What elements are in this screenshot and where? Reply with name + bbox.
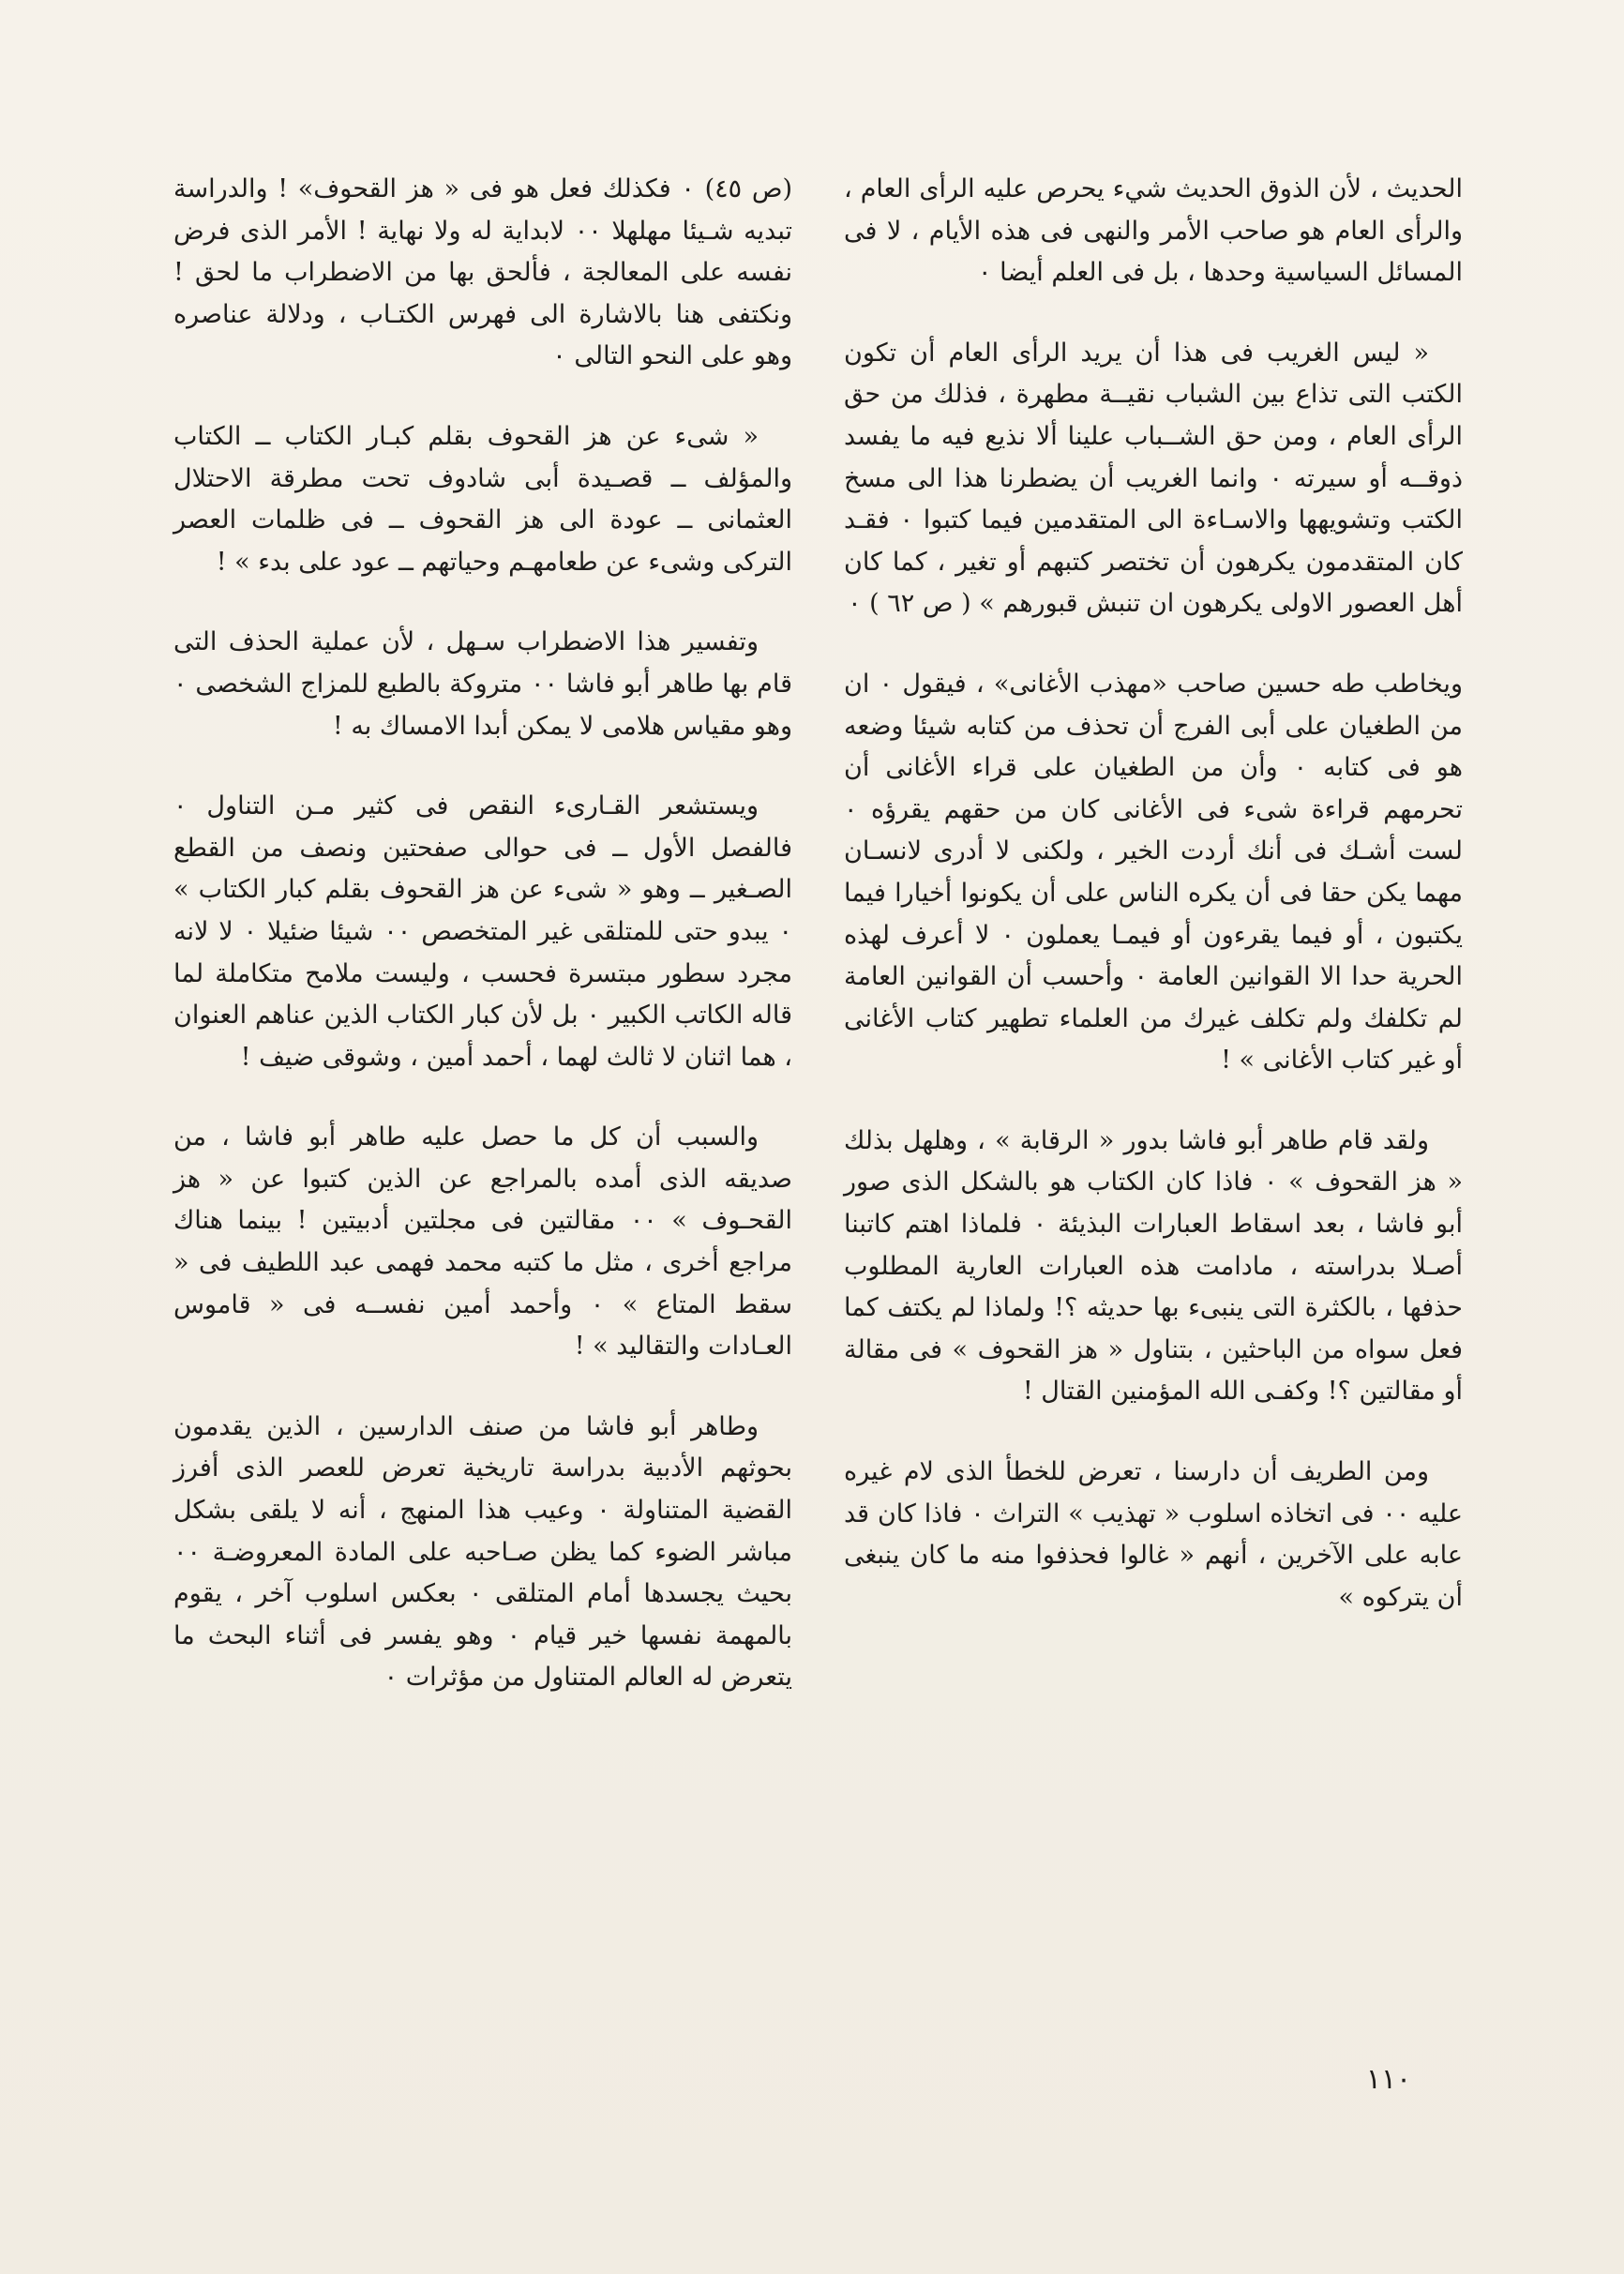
right-column [844, 169, 1463, 1657]
left-column [173, 169, 792, 1738]
paragraph: ولقد قام طاهر أبو فاشا بدور « الرقابة » ، وهلهل بذلك « هز القحوف » ٠ فاذا كان الكتاب هو بالشكل الذى صور أبو فاشا ، بعد اسقاط العبارات البذيئة ٠ فلماذا اهتم كاتبنا أصـلا بدراسته ، مادامت هذه العبارات العارية المطلوب حذفها ، بالكثرة التى ينبىء بها حديثه ؟! ولماذا لم يكتف كما فعل سواه من الباحثين ، بتناول « هز القحوف » فى مقالة أو مقالتين ؟! وكفـى الله المؤمنين القتال ! [844, 1125, 1463, 1407]
paragraph: ويستشعر القـارىء النقص فى كثير مـن التناول ٠ فالفصل الأول ــ فى حوالى صفحتين ونصف من القطع الصـغير ــ وهو « شىء عن هز القحوف بقلم كبار الكتاب » ٠ يبدو حتى للمتلقى غير المتخصص ٠٠ شيئا ضئيلا ٠ لا لانه مجرد سطور مبتسرة فحسب ، وليست ملامح متكاملة لما قاله الكاتب الكبير ٠ بل لأن كبار الكتاب الذين عناهم العنوان ، هما اثنان لا ثالث لهما ، أحمد أمين ، وشوقى ضيف ! [173, 791, 792, 1072]
paragraph: وتفسير هذا الاضطراب سـهل ، لأن عملية الحذف التى قام بها طاهر أبو فاشا ٠٠ متروكة بالطبع للمزاج الشخصى ٠ وهو مقياس هلامى لا يمكن أبدا الامساك به ! [173, 627, 792, 741]
paragraph: ومن الطريف أن دارسنا ، تعرض للخطأ الذى لام غيره عليه ٠٠ فى اتخاذه اسلوب « تهذيب » التراث ٠ فاذا كان قد عابه على الآخرين ، أنهم « غالوا فحذفوا منه ما كان ينبغى أن يتركوه » [844, 1457, 1463, 1612]
paragraph: « ليس الغريب فى هذا أن يريد الرأى العام أن تكون الكتب التى تذاع بين الشباب نقيــة مطهرة ، فذلك من حق الرأى العام ، ومن حق الشــباب علينا ألا نذيع فيه ما يفسد ذوقــه أو سيرته ٠ وانما الغريب أن يضطرنا هذا الى مسخ الكتب وتشويهها والاسـاءة الى المتقدمين فيما كتبوا ٠ فقـد كان المتقدمون يكرهون أن تختصر كتبهم أو تغير ، كما كان أهل العصور الاولى يكرهون ان تنبش قبورهم » ( ص ٦٢ ) ٠ [844, 338, 1463, 619]
paragraph: « شىء عن هز القحوف بقلم كبـار الكتاب ــ الكتاب والمؤلف ــ قصـيدة أبى شادوف تحت مطرقة الاحتلال العثمانى ــ عودة الى هز القحوف ــ فى ظلمات العصر التركى وشىء عن طعامهـم وحياتهم ــ عود على بدء » ! [173, 421, 792, 577]
paragraph: ويخاطب طه حسين صاحب «مهذب الأغانى» ، فيقول ٠ ان من الطغيان على أبى الفرج أن تحذف من كتابه شيئا وضعه هو فى كتابه ٠ وأن من الطغيان على قراء الأغانى أن تحرمهم قراءة شىء فى الأغانى كان من حقهم يقرؤه ٠ لست أشـك فى أنك أردت الخير ، ولكنى لا أدرى لانسـان مهما يكن حقا فى أن يكره الناس على أن يكونوا أخيارا فيما يكتبون ، أو فيما يقرءون أو فيمـا يعملون ٠ لا أعرف لهذه الحرية حدا الا القوانين العامة ٠ وأحسب أن القوانين العامة لم تكلفك ولم تكلف غيرك من العلماء تطهير كتاب الأغانى أو غير كتاب الأغانى » ! [844, 669, 1463, 1076]
paragraph: الحديث ، لأن الذوق الحديث شيء يحرص عليه الرأى العام ، والرأى العام هو صاحب الأمر والنهى فى هذه الأيام ، لا فى المسائل السياسية وحدها ، بل فى العلم أيضا ٠ [844, 174, 1463, 288]
paragraph: والسبب أن كل ما حصل عليه طاهر أبو فاشا ، من صديقه الذى أمده بالمراجع عن الذين كتبوا عن « هز القحـوف » ٠٠ مقالتين فى مجلتين أدبيتين ! بينما هناك مراجع أخرى ، مثل ما كتبه محمد فهمى عبد اللطيف فى « سقط المتاع » ٠ وأحمد أمين نفســه فى « قاموس العـادات والتقاليد » ! [173, 1122, 792, 1362]
paragraph: وطاهر أبو فاشا من صنف الدارسين ، الذين يقدمون بحوثهم الأدبية بدراسة تاريخية تعرض للعصر الذى أفرز القضية المتناولة ٠ وعيب هذا المنهج ، أنه لا يلقى بشكل مباشر الضوء كما يظن صـاحبه على المادة المعروضـة ٠٠ بحيث يجسدها أمام المتلقى ٠ بعكس اسلوب آخر ، يقوم بالمهمة نفسها خير قيام ٠ وهو يفسر فى أثناء البحث ما يتعرض له العالم المتناول من مؤثرات ٠ [173, 1411, 793, 1693]
page-number: ١١٠ [1365, 2063, 1412, 2096]
paragraph: (ص ٤٥) ٠ فكذلك فعل هو فى « هز القحوف» ! والدراسة تبديه شـيئا مهلهلا ٠٠ لابداية له ولا نهاية ! الأمر الذى فرض نفسه على المعالجة ، فألحق بها من الاضطراب ما لحق ! ونكتفى هنا بالاشارة الى فهرس الكتـاب ، ودلالة عناصره وهو على النحو التالى ٠ [173, 174, 792, 371]
